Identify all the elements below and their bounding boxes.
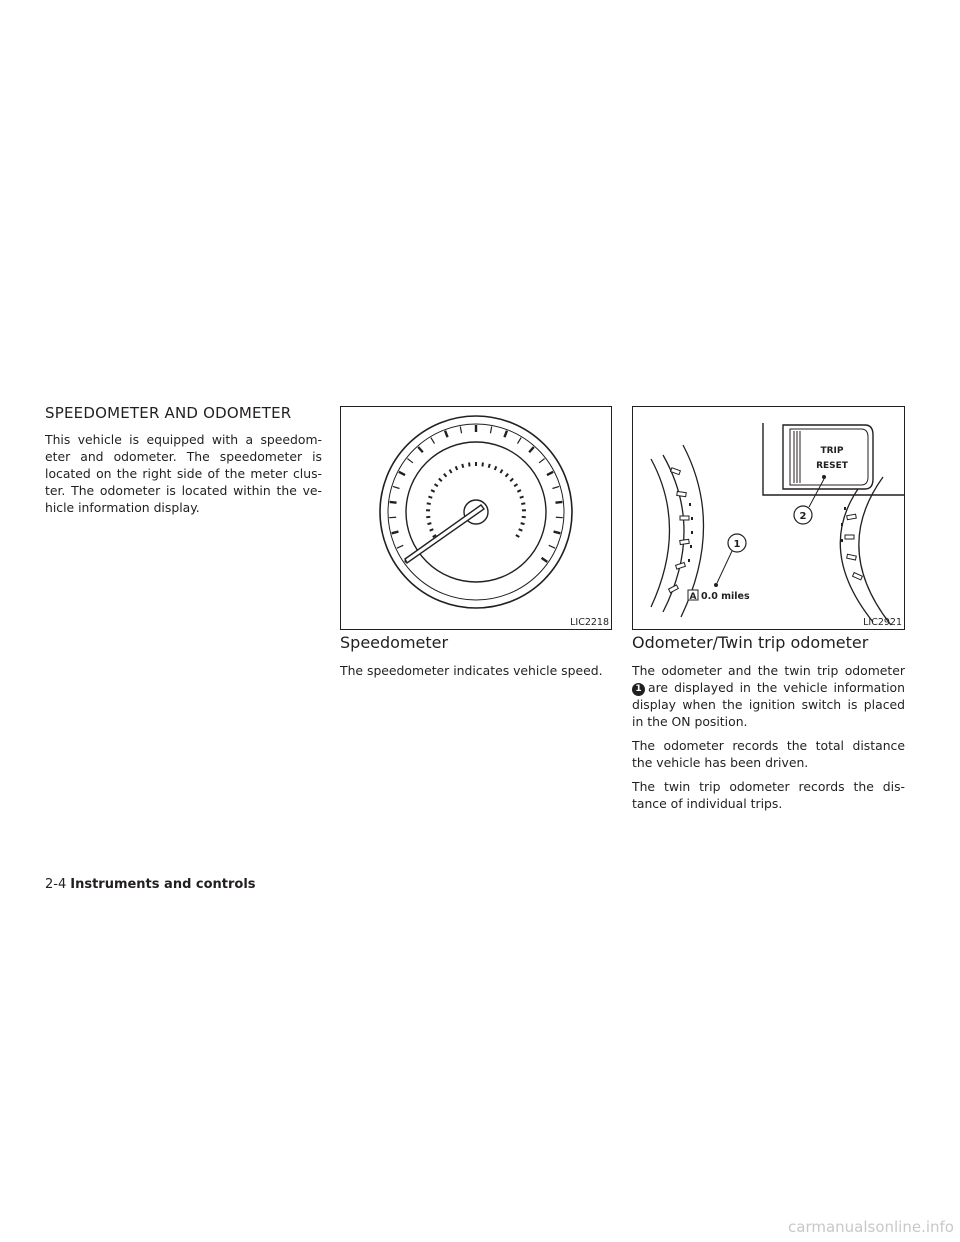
inner-tick [510,479,513,482]
outer-tick [554,532,561,534]
speedometer-title: Speedometer [340,633,449,652]
outer-tick [552,486,559,488]
outer-tick [547,472,553,475]
trip-label: TRIP [820,446,844,456]
outer-tick [490,426,491,433]
page-footer [45,877,256,892]
inner-tick [495,466,497,470]
odometer-paragraph-3: The twin trip odometer records the dis- tance of individual trips. [632,779,905,811]
callout-1: 1 [733,539,741,550]
outer-tick [555,502,562,503]
outer-tick [399,472,405,475]
inner-tick [439,479,442,482]
odometer-para1-start: The odometer and the twin trip odometer [632,663,905,678]
inner-tick [430,529,434,530]
odometer-illustration [633,407,904,629]
callout-2: 2 [799,511,807,522]
inner-tick [521,523,525,524]
outer-tick [460,426,461,433]
speedometer-column [340,662,612,686]
outer-tick [549,545,555,548]
odometer-column [632,662,905,819]
chapter-title: Instruments and controls [70,877,256,892]
outer-tick [418,447,423,452]
odometer-figure [632,406,905,630]
figure-code: LIC2218 [570,617,609,628]
inner-tick [456,466,458,470]
reset-label: RESET [816,461,848,471]
inner-tick [427,523,431,524]
section-title: SPEEDOMETER AND ODOMETER [45,404,292,422]
outer-tick [407,459,413,463]
inner-tick [521,503,525,504]
inner-tick [427,503,431,504]
outer-tick [397,545,403,548]
intro-column [45,431,322,523]
speedometer-illustration [341,407,611,629]
inner-tick [462,464,463,468]
odometer-reading: 0.0 miles [701,591,750,602]
inner-tick [428,497,432,498]
inner-tick [469,462,470,466]
inner-tick [431,490,435,492]
inner-tick [506,474,509,477]
odometer-para1-end: are displayed in the vehicle information display when the ignition switch is placed in the ON position. [632,680,905,729]
outer-tick [504,431,506,438]
outer-tick [390,502,397,503]
outer-tick [542,558,548,562]
inner-tick [482,462,483,466]
inner-tick [444,474,447,477]
inner-tick [450,470,452,473]
odometer-paragraph-2: The odometer records the total distance the vehicle has been driven. [632,738,905,770]
outer-tick [518,438,522,444]
trip-letter: A [689,592,697,602]
inner-tick [519,529,523,530]
inner-tick [489,464,490,468]
outer-tick [529,447,534,452]
speedometer-figure [340,406,612,630]
watermark: carmanualsonline.info [788,1218,954,1236]
outer-tick [539,459,545,463]
inner-tick [514,484,517,486]
outer-tick [445,431,447,438]
odometer-paragraph-1 [632,662,905,730]
speedometer-paragraph: The speedometer indicates vehicle speed. [340,663,603,678]
inner-tick [516,535,519,537]
inner-tick [435,484,438,486]
intro-paragraph: This vehicle is equipped with a speedom- eter and odometer. The speedometer is located on the right side of the meter clus- ter. The odometer is located within the ve- hicle information display. [45,432,322,515]
inner-tick [520,497,524,498]
outer-tick [392,532,399,534]
figure-code: LIC2921 [863,617,902,628]
page-number: 2-4 [45,877,67,892]
outer-tick [393,486,400,488]
odometer-title: Odometer/Twin trip odometer [632,633,869,652]
callout-1-badge: 1 [632,683,645,696]
inner-tick [517,490,521,492]
inner-tick [500,470,502,473]
outer-tick [431,438,435,444]
